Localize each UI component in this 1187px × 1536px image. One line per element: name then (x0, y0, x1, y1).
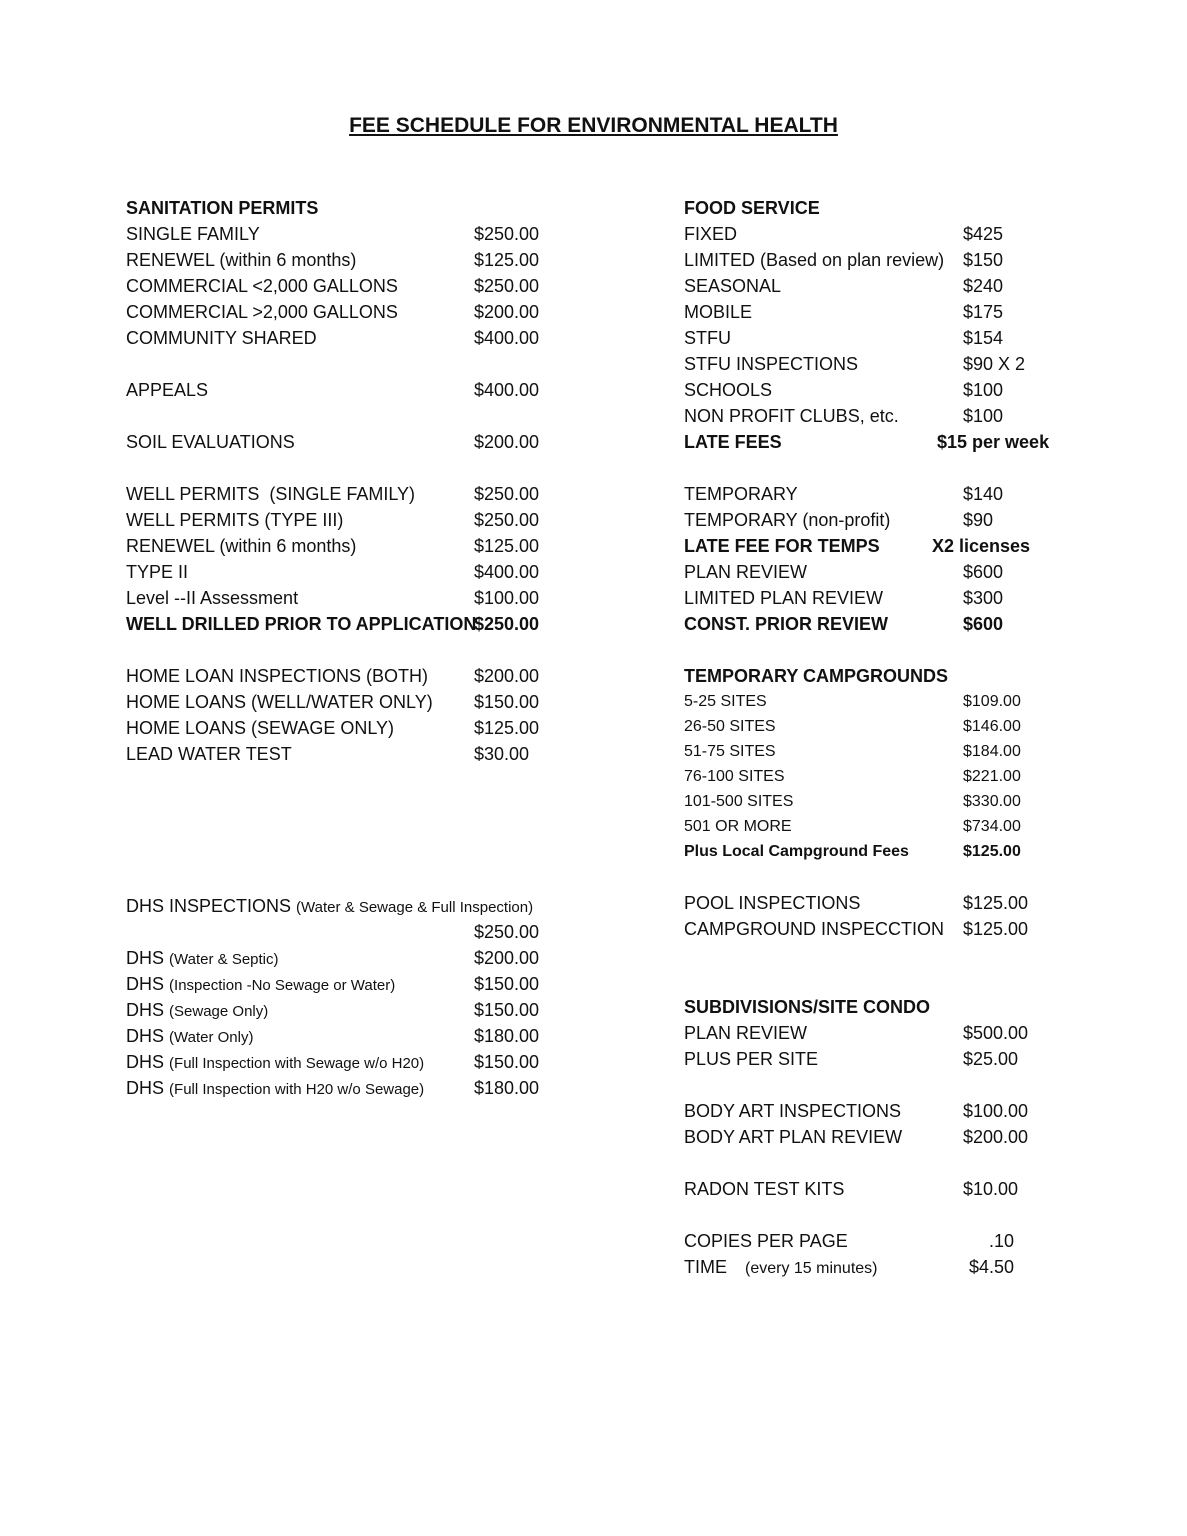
fee-label: SCHOOLS (684, 380, 773, 400)
fee-label: HOME LOANS (WELL/WATER ONLY) (126, 692, 433, 712)
fee-row (126, 533, 566, 559)
spacer (126, 845, 566, 871)
fee-label: 501 OR MORE (684, 818, 792, 835)
heading-label: SANITATION PERMITS (126, 198, 319, 218)
dhs-label: DHS (126, 974, 165, 994)
dhs-label: DHS (126, 1000, 165, 1020)
fee-row (684, 247, 1084, 273)
fee-amount: $100.00 (963, 1101, 1029, 1121)
spacer (684, 942, 1084, 968)
fee-label: WELL PERMITS (SINGLE FAMILY) (126, 484, 416, 504)
fee-amount: .10 (989, 1231, 1015, 1251)
fee-row (684, 481, 1084, 507)
fee-amount: $175 (963, 302, 1004, 322)
dhs-note: (Water & Sewage & Full Inspection) (296, 899, 534, 916)
spacer (684, 637, 1084, 663)
spacer (684, 864, 1084, 890)
spacer (684, 968, 1084, 994)
fee-row (684, 714, 1084, 739)
fee-row (684, 1228, 1084, 1254)
fee-row (126, 1075, 566, 1101)
fee-row (684, 1254, 1084, 1280)
fee-label: FIXED (684, 224, 738, 244)
fee-amount: $400.00 (474, 562, 540, 582)
fee-amount: $125.00 (963, 843, 1021, 860)
spacer (684, 455, 1084, 481)
spacer (684, 1202, 1084, 1228)
spacer (126, 793, 566, 819)
fee-label: COMMERCIAL >2,000 GALLONS (126, 302, 398, 322)
fee-label: TEMPORARY (684, 484, 798, 504)
fee-label: BODY ART INSPECTIONS (684, 1101, 902, 1121)
fee-amount: $125.00 (963, 919, 1029, 939)
fee-row (126, 377, 566, 403)
dhs-label: DHS (126, 1026, 165, 1046)
fee-amount: $125.00 (963, 893, 1029, 913)
fee-amount: $100.00 (474, 588, 540, 608)
fee-amount: $125.00 (474, 718, 540, 738)
fee-amount: $600 (963, 614, 1004, 634)
dhs-note: (Sewage Only) (169, 1003, 269, 1020)
spacer (126, 819, 566, 845)
fee-amount: $330.00 (963, 793, 1021, 810)
fee-row (126, 663, 566, 689)
fee-label: WELL DRILLED PRIOR TO APPLICATION (126, 614, 477, 634)
fee-label: MOBILE (684, 302, 753, 322)
dhs-note: (Full Inspection with Sewage w/o H20) (169, 1055, 425, 1072)
fee-amount: $250.00 (474, 510, 540, 530)
right-column (684, 195, 1084, 1280)
fee-amount: $240 (963, 276, 1004, 296)
fee-row (684, 1176, 1084, 1202)
fee-label (684, 1254, 878, 1282)
fee-row (684, 764, 1084, 789)
fee-label: CAMPGROUND INSPECCTION (684, 919, 945, 939)
fee-label (126, 893, 533, 921)
fee-row (684, 789, 1084, 814)
fee-amount: $90 X 2 (963, 354, 1026, 374)
fee-row (126, 919, 566, 945)
fee-label: SEASONAL (684, 276, 782, 296)
fee-row (684, 611, 1084, 637)
fee-row (126, 893, 566, 919)
fee-label (126, 1023, 253, 1051)
dhs-note: (Full Inspection with H20 w/o Sewage) (169, 1081, 425, 1098)
fee-row (684, 1046, 1084, 1072)
fee-label: PLUS PER SITE (684, 1049, 819, 1069)
fee-amount: $100 (963, 406, 1004, 426)
fee-amount: $30.00 (474, 744, 530, 764)
fee-amount: $300 (963, 588, 1004, 608)
spacer (126, 403, 566, 429)
fee-amount: $250.00 (474, 484, 540, 504)
fee-amount: $154 (963, 328, 1004, 348)
fee-label: COPIES PER PAGE (684, 1231, 848, 1251)
fee-amount: $250.00 (474, 614, 540, 634)
fee-amount: $425 (963, 224, 1004, 244)
fee-label (126, 1049, 424, 1077)
dhs-label: DHS INSPECTIONS (126, 896, 292, 916)
spacer (126, 351, 566, 377)
fee-amount: $25.00 (963, 1049, 1019, 1069)
fee-row (126, 971, 566, 997)
section-heading (684, 663, 1084, 689)
fee-row (126, 273, 566, 299)
fee-row (126, 997, 566, 1023)
fee-row (684, 325, 1084, 351)
fee-label: LIMITED (Based on plan review) (684, 250, 945, 270)
left-column (126, 195, 566, 1101)
fee-label: STFU (684, 328, 731, 348)
fee-label: SOIL EVALUATIONS (126, 432, 295, 452)
fee-row (684, 1020, 1084, 1046)
section-heading (684, 195, 1084, 221)
fee-label (126, 997, 268, 1025)
section-heading (126, 195, 566, 221)
fee-amount: $150 (963, 250, 1004, 270)
fee-row (684, 507, 1084, 533)
fee-amount: $15 per week (937, 432, 1050, 452)
fee-amount: $250.00 (474, 922, 540, 942)
fee-row (126, 611, 566, 637)
fee-row (684, 377, 1084, 403)
fee-row (126, 559, 566, 585)
fee-label: 26-50 SITES (684, 718, 776, 735)
fee-amount: $184.00 (963, 743, 1021, 760)
fee-amount: $10.00 (963, 1179, 1019, 1199)
fee-amount: $250.00 (474, 276, 540, 296)
fee-amount: $250.00 (474, 224, 540, 244)
fee-amount: $400.00 (474, 380, 540, 400)
fee-label: 76-100 SITES (684, 768, 785, 785)
dhs-label: DHS (126, 1078, 165, 1098)
fee-amount: $125.00 (474, 536, 540, 556)
fee-row (684, 585, 1084, 611)
fee-label: TYPE II (126, 562, 189, 582)
fee-row (684, 273, 1084, 299)
fee-label: NON PROFIT CLUBS, etc. (684, 406, 899, 426)
fee-amount: X2 licenses (932, 536, 1031, 556)
time-note: (every 15 minutes) (745, 1260, 878, 1277)
fee-row (126, 221, 566, 247)
fee-label: LIMITED PLAN REVIEW (684, 588, 884, 608)
fee-amount: $146.00 (963, 718, 1021, 735)
fee-label: 5-25 SITES (684, 693, 767, 710)
page-title: FEE SCHEDULE FOR ENVIRONMENTAL HEALTH (349, 114, 838, 137)
fee-label: COMMUNITY SHARED (126, 328, 317, 348)
heading-label: TEMPORARY CAMPGROUNDS (684, 666, 949, 686)
fee-label: HOME LOAN INSPECTIONS (BOTH) (126, 666, 429, 686)
fee-label: COMMERCIAL <2,000 GALLONS (126, 276, 398, 296)
fee-label: RENEWEL (within 6 months) (126, 536, 357, 556)
fee-label: 51-75 SITES (684, 743, 776, 760)
fee-label: PLAN REVIEW (684, 562, 808, 582)
fee-amount: $221.00 (963, 768, 1021, 785)
fee-amount: $200.00 (963, 1127, 1029, 1147)
fee-amount: $200.00 (474, 948, 540, 968)
fee-amount: $150.00 (474, 974, 540, 994)
fee-label: HOME LOANS (SEWAGE ONLY) (126, 718, 395, 738)
fee-amount: $200.00 (474, 302, 540, 322)
fee-amount: $100 (963, 380, 1004, 400)
dhs-note: (Water Only) (169, 1029, 254, 1046)
fee-row (126, 325, 566, 351)
fee-row (684, 916, 1084, 942)
fee-row (684, 403, 1084, 429)
fee-row (126, 689, 566, 715)
fee-row (126, 507, 566, 533)
fee-row (126, 1049, 566, 1075)
fee-label: APPEALS (126, 380, 209, 400)
fee-amount: $140 (963, 484, 1004, 504)
fee-row (126, 741, 566, 767)
fee-amount: $90 (963, 510, 994, 530)
spacer (126, 637, 566, 663)
fee-amount: $150.00 (474, 1000, 540, 1020)
fee-label (126, 971, 395, 999)
fee-label: LEAD WATER TEST (126, 744, 292, 764)
dhs-note: (Inspection -No Sewage or Water) (169, 977, 396, 994)
spacer (684, 1150, 1084, 1176)
fee-amount: $150.00 (474, 692, 540, 712)
fee-row (126, 715, 566, 741)
spacer (126, 455, 566, 481)
fee-row (684, 1098, 1084, 1124)
fee-amount: $734.00 (963, 818, 1021, 835)
fee-row (126, 481, 566, 507)
fee-amount: $125.00 (474, 250, 540, 270)
fee-row (126, 585, 566, 611)
fee-amount: $109.00 (963, 693, 1021, 710)
fee-amount: $180.00 (474, 1078, 540, 1098)
fee-row (126, 945, 566, 971)
fee-row (684, 689, 1084, 714)
fee-label: RENEWEL (within 6 months) (126, 250, 357, 270)
fee-row (684, 429, 1084, 455)
fee-amount: $400.00 (474, 328, 540, 348)
fee-label: LATE FEES (684, 432, 782, 452)
fee-row (684, 559, 1084, 585)
fee-row (126, 299, 566, 325)
fee-label: Level --II Assessment (126, 588, 299, 608)
fee-amount: $150.00 (474, 1052, 540, 1072)
fee-row (684, 739, 1084, 764)
fee-row (684, 351, 1084, 377)
fee-label: 101-500 SITES (684, 793, 794, 810)
fee-label: CONST. PRIOR REVIEW (684, 614, 889, 634)
heading-label: FOOD SERVICE (684, 198, 820, 218)
fee-label: BODY ART PLAN REVIEW (684, 1127, 903, 1147)
dhs-label: DHS (126, 948, 165, 968)
time-label: TIME (684, 1257, 727, 1277)
fee-row (126, 429, 566, 455)
spacer (126, 871, 566, 893)
fee-amount: $4.50 (969, 1257, 1015, 1277)
fee-row (684, 890, 1084, 916)
fee-label (126, 945, 279, 973)
fee-label: Plus Local Campground Fees (684, 843, 909, 860)
fee-label: PLAN REVIEW (684, 1023, 808, 1043)
fee-label: LATE FEE FOR TEMPS (684, 536, 880, 556)
fee-amount: $200.00 (474, 666, 540, 686)
fee-row (684, 839, 1084, 864)
fee-amount: $600 (963, 562, 1004, 582)
fee-amount: $500.00 (963, 1023, 1029, 1043)
fee-row (126, 1023, 566, 1049)
fee-label: SINGLE FAMILY (126, 224, 260, 244)
fee-label: TEMPORARY (non-profit) (684, 510, 891, 530)
fee-row (684, 533, 1084, 559)
fee-label: WELL PERMITS (TYPE III) (126, 510, 344, 530)
fee-row (684, 1124, 1084, 1150)
fee-label: POOL INSPECTIONS (684, 893, 861, 913)
dhs-note: (Water & Septic) (169, 951, 279, 968)
fee-label: STFU INSPECTIONS (684, 354, 859, 374)
dhs-label: DHS (126, 1052, 165, 1072)
fee-row (684, 814, 1084, 839)
spacer (684, 1072, 1084, 1098)
fee-row (126, 247, 566, 273)
fee-amount: $180.00 (474, 1026, 540, 1046)
heading-label: SUBDIVISIONS/SITE CONDO (684, 997, 931, 1017)
fee-label: RADON TEST KITS (684, 1179, 845, 1199)
fee-amount: $200.00 (474, 432, 540, 452)
fee-row (684, 299, 1084, 325)
fee-label (126, 1075, 424, 1103)
spacer (126, 767, 566, 793)
section-heading (684, 994, 1084, 1020)
fee-row (684, 221, 1084, 247)
